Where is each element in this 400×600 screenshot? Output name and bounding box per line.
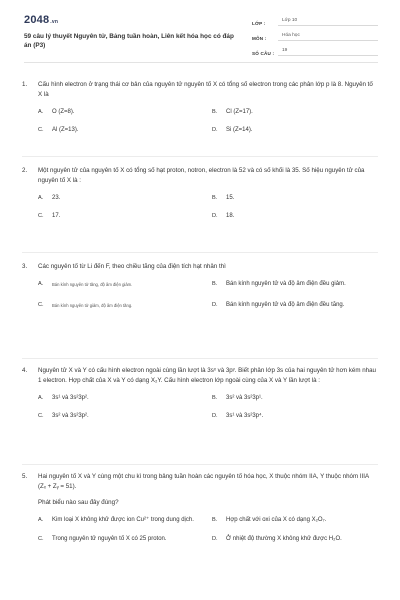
question-5 bbox=[22, 472, 378, 544]
option-text: 3s² và 3s²3p¹. bbox=[226, 395, 263, 401]
option-text: Al (Z=13). bbox=[52, 127, 79, 133]
option-text: Bán kính nguyên tử và độ âm điện đều tăng. bbox=[226, 302, 345, 308]
question-divider bbox=[22, 252, 378, 253]
option-a[interactable] bbox=[38, 394, 212, 403]
option-letter: B. bbox=[212, 195, 218, 201]
meta-row-mon bbox=[252, 29, 378, 41]
option-letter: A. bbox=[38, 109, 44, 115]
meta-value-lop: Lớp 10 bbox=[278, 18, 378, 26]
option-letter: D. bbox=[212, 413, 218, 419]
option-text: 3s¹ và 3s²3p². bbox=[52, 395, 89, 401]
meta-value-socau: 19 bbox=[278, 48, 378, 56]
option-b[interactable] bbox=[212, 108, 386, 117]
option-list bbox=[38, 194, 378, 221]
option-letter: C. bbox=[38, 413, 44, 419]
option-letter: D. bbox=[212, 536, 218, 542]
question-divider bbox=[22, 464, 378, 465]
option-text: 23. bbox=[52, 195, 61, 201]
option-text: Bán kính nguyên tử và độ âm điện đều giảm. bbox=[226, 281, 346, 287]
question-4 bbox=[22, 366, 378, 421]
option-text: Trong nguyên tử nguyên tố X có 25 proton. bbox=[52, 536, 167, 542]
meta-row-lop bbox=[252, 14, 378, 26]
option-c[interactable] bbox=[38, 212, 212, 221]
option-b[interactable] bbox=[212, 280, 386, 289]
option-text: Si (Z=14). bbox=[226, 127, 253, 133]
option-c[interactable] bbox=[38, 535, 212, 544]
option-list bbox=[38, 108, 378, 135]
option-text: 15. bbox=[226, 195, 235, 201]
option-letter: A. bbox=[38, 395, 44, 401]
document-title: 59 câu lý thuyết Nguyên tử, Bảng tuần hoàn, Liên kết hóa học có đáp án (P3) bbox=[24, 33, 234, 49]
option-d[interactable] bbox=[212, 301, 386, 310]
logo-text: 2048 bbox=[24, 14, 50, 26]
option-letter: D. bbox=[212, 213, 218, 219]
option-letter: A. bbox=[38, 195, 44, 201]
option-letter: C. bbox=[38, 302, 44, 308]
question-number: 2. bbox=[22, 167, 28, 174]
option-d[interactable] bbox=[212, 126, 386, 135]
logo-suffix: .vn bbox=[50, 19, 59, 25]
option-letter: D. bbox=[212, 127, 218, 133]
option-b[interactable] bbox=[212, 394, 386, 403]
question-number: 4. bbox=[22, 367, 28, 374]
question-divider bbox=[22, 358, 378, 359]
option-text: Kim loại X không khử được ion Cu²⁺ trong dung dịch. bbox=[52, 517, 194, 523]
option-c[interactable] bbox=[38, 412, 212, 421]
option-list bbox=[38, 280, 378, 310]
header-divider bbox=[24, 62, 378, 63]
meta-panel bbox=[252, 14, 378, 59]
option-text: Bán kính nguyên tử tăng, độ âm điện giảm. bbox=[52, 282, 133, 287]
option-a[interactable] bbox=[38, 108, 212, 117]
option-letter: D. bbox=[212, 302, 218, 308]
option-a[interactable] bbox=[38, 280, 212, 289]
option-letter: B. bbox=[212, 517, 218, 523]
option-a[interactable] bbox=[38, 516, 212, 525]
meta-label-mon: MÔN : bbox=[252, 36, 267, 41]
question-text: Các nguyên tố từ Li đến F, theo chiều tăng của điện tích hạt nhân thì bbox=[38, 263, 226, 270]
option-text: 3s¹ và 3s²3p⁴. bbox=[226, 413, 264, 419]
site-logo[interactable] bbox=[24, 14, 58, 26]
question-text: Một nguyên tử của nguyên tố X có tổng số hạt proton, notron, electron là 52 và có số khối là 35. Số hiệu nguyên tử của nguyên tố X là : bbox=[38, 167, 365, 184]
option-letter: B. bbox=[212, 281, 218, 287]
question-number: 3. bbox=[22, 263, 28, 270]
option-d[interactable] bbox=[212, 212, 386, 221]
option-text: 17. bbox=[52, 213, 61, 219]
option-text: Ở nhiệt độ thường X không khử được H₂O. bbox=[226, 536, 342, 542]
question-number: 5. bbox=[22, 473, 28, 480]
option-d[interactable] bbox=[212, 412, 386, 421]
option-text: 3s² và 3s²3p². bbox=[52, 413, 89, 419]
meta-label-socau: SỐ CÂU : bbox=[252, 51, 275, 56]
question-2 bbox=[22, 166, 378, 221]
option-text: Cl (Z=17). bbox=[226, 109, 253, 115]
option-text: Hợp chất với oxi của X có dạng X₂O₇. bbox=[226, 517, 327, 523]
question-text: Hai nguyên tố X và Y cùng một chu kì trong bảng tuần hoàn các nguyên tố hóa học, X thuộc nhóm IIA, Y thuộc nhóm IIIA (Zₓ + Zᵧ = 51). bbox=[38, 473, 369, 490]
option-c[interactable] bbox=[38, 126, 212, 135]
option-d[interactable] bbox=[212, 535, 386, 544]
question-divider bbox=[22, 156, 378, 157]
option-letter: B. bbox=[212, 109, 218, 115]
option-list bbox=[38, 394, 378, 421]
option-text: O (Z=8). bbox=[52, 109, 75, 115]
question-text: Cấu hình electron ở trạng thái cơ bản của nguyên tử nguyên tố X có tổng số electron trong các phân lớp p là 8. Nguyên tố X là bbox=[38, 81, 373, 98]
option-letter: C. bbox=[38, 127, 44, 133]
option-c[interactable] bbox=[38, 301, 212, 310]
option-text: 18. bbox=[226, 213, 235, 219]
option-letter: B. bbox=[212, 395, 218, 401]
question-1 bbox=[22, 80, 378, 135]
meta-row-socau bbox=[252, 44, 378, 56]
option-letter: C. bbox=[38, 536, 44, 542]
option-b[interactable] bbox=[212, 516, 386, 525]
question-prompt: Phát biểu nào sau đây đúng? bbox=[38, 499, 119, 506]
option-a[interactable] bbox=[38, 194, 212, 203]
option-text: Bán kính nguyên tử giảm, độ âm điện tăng. bbox=[52, 303, 133, 308]
meta-label-lop: LỚP : bbox=[252, 21, 266, 26]
question-3 bbox=[22, 262, 378, 310]
question-text: Nguyên tử X và Y có cấu hình electron ngoài cùng lần lượt là 3sˣ và 3pʸ. Biết phân lớp 3s của hai nguyên tử hơn kém nhau 1 electron. Hợp chất của X và Y có dạng X₂Y. Cấu hình electron lớp ngoài cùng của X và Y lần lượt là : bbox=[38, 367, 376, 384]
question-number: 1. bbox=[22, 81, 28, 88]
option-letter: A. bbox=[38, 517, 44, 523]
option-letter: A. bbox=[38, 281, 44, 287]
meta-value-mon: Hóa học bbox=[278, 33, 378, 41]
option-list bbox=[38, 516, 378, 544]
option-letter: C. bbox=[38, 213, 44, 219]
option-b[interactable] bbox=[212, 194, 386, 203]
